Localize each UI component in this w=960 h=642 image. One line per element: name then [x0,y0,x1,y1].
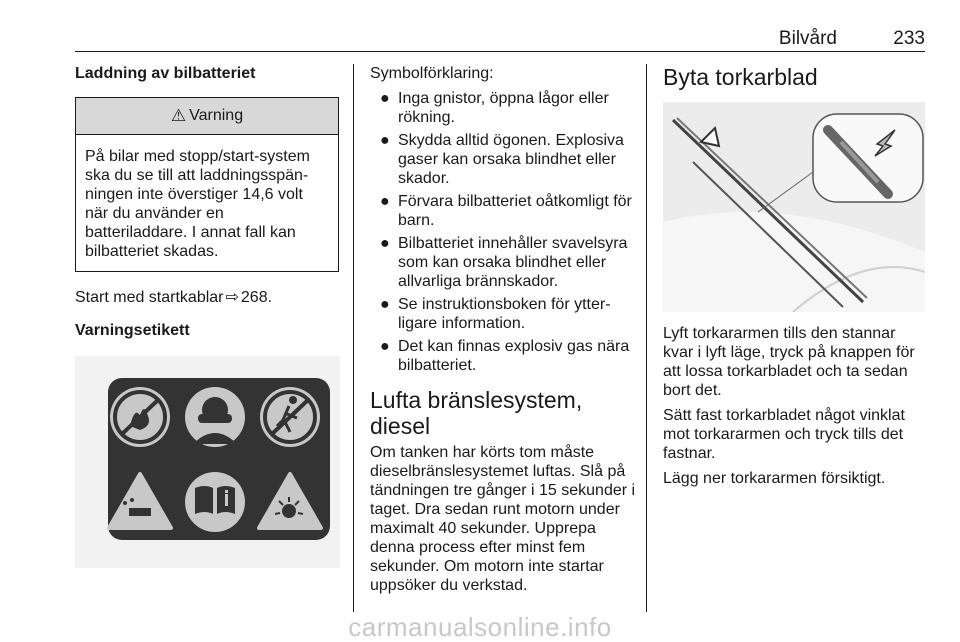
arrow-right-icon: ⇨ [225,289,239,306]
warning-title-bar [76,98,338,135]
bullet-icon: ● [380,193,390,210]
symbol-legend-list [370,89,636,375]
warning-icon: ⚠ [170,106,187,125]
read-manual-icon [185,472,245,532]
column-divider [353,64,354,612]
diesel-bleed-text: Om tanken har körts tom måste dieselbränslesystemet luftas. Slå på tändningen tre gånger i 15 sekunder i taget. Dra sedan runt motorn under maximalt 40 sekunder. Upprepa denna process efter minst fem sekunder. Om motorn inte startar uppsöker du verkstad. [370,444,636,594]
list-item: ● Förvara bilbatteriet oåtkomligt för barn. [380,193,632,229]
list-item: ● Skydda alltid ögonen. Explosiva gaser kan orsaka blindhet eller skador. [380,132,624,187]
section-title: Bilvård [778,28,837,49]
no-flames-icon [110,387,170,447]
battery-warning-label-image [75,356,340,568]
jump-start-text: Start med startkablar [75,289,224,306]
warning-label-heading: Varningsetikett [75,322,190,339]
list-item: ● Inga gnistor, öppna lågor eller rökning. [380,90,609,126]
site-watermark: carmanualsonline.info [348,612,612,642]
page-number: 233 [893,28,925,49]
column-divider [646,64,647,612]
wiper-step-1: Lyft torkararmen tills den stannar kvar i lyft läge, tryck på knappen för att lossa torkarbladet och ta sedan bort det. [663,325,915,399]
diesel-bleed-heading: Lufta bränslesystem, diesel [370,387,583,439]
column-right [663,64,925,488]
bullet-icon: ● [380,296,390,313]
warning-title: Varning [189,107,244,124]
wiper-step-2: Sätt fast torkarbladet något vinklat mot torkararmen och tryck tills det fastnar. [663,407,905,462]
wiper-detail-inset [813,114,923,202]
warning-box [75,97,339,272]
keep-away-children-icon [260,387,320,447]
column-left [75,64,341,568]
bullet-icon: ● [380,338,390,355]
wiper-blade-image [663,102,925,312]
battery-charging-title: Laddning av bilbatteriet [75,65,256,82]
bullet-icon: ● [380,132,390,149]
jump-start-link[interactable]: 268. [240,289,273,306]
eye-protection-icon [185,387,245,447]
header-rule [75,51,925,52]
page-header [75,28,925,50]
list-item: ● Se instruktionsboken för ytterligare information. [380,296,611,332]
bullet-icon: ● [380,90,390,107]
warning-text: På bilar med stopp/start-system ska du se till att laddningsspänningen inte överstiger 14,6 volt när du använder en batteriladdare. I annat fall kan bilbatteriet skadas. [85,148,310,260]
symbol-legend-intro: Symbolförklaring: [370,65,494,82]
list-item: ● Bilbatteriet innehåller svavelsyra som kan orsaka blindhet eller allvarliga brännskador. [380,235,628,290]
bullet-icon: ● [380,235,390,252]
list-item: ● Det kan finnas explosiv gas nära bilbatteriet. [380,338,630,374]
column-middle [370,64,636,595]
wiper-step-3: Lägg ner torkararmen försiktigt. [663,470,886,487]
jump-start-reference [75,288,341,307]
wiper-blade-heading: Byta torkarblad [663,64,818,90]
